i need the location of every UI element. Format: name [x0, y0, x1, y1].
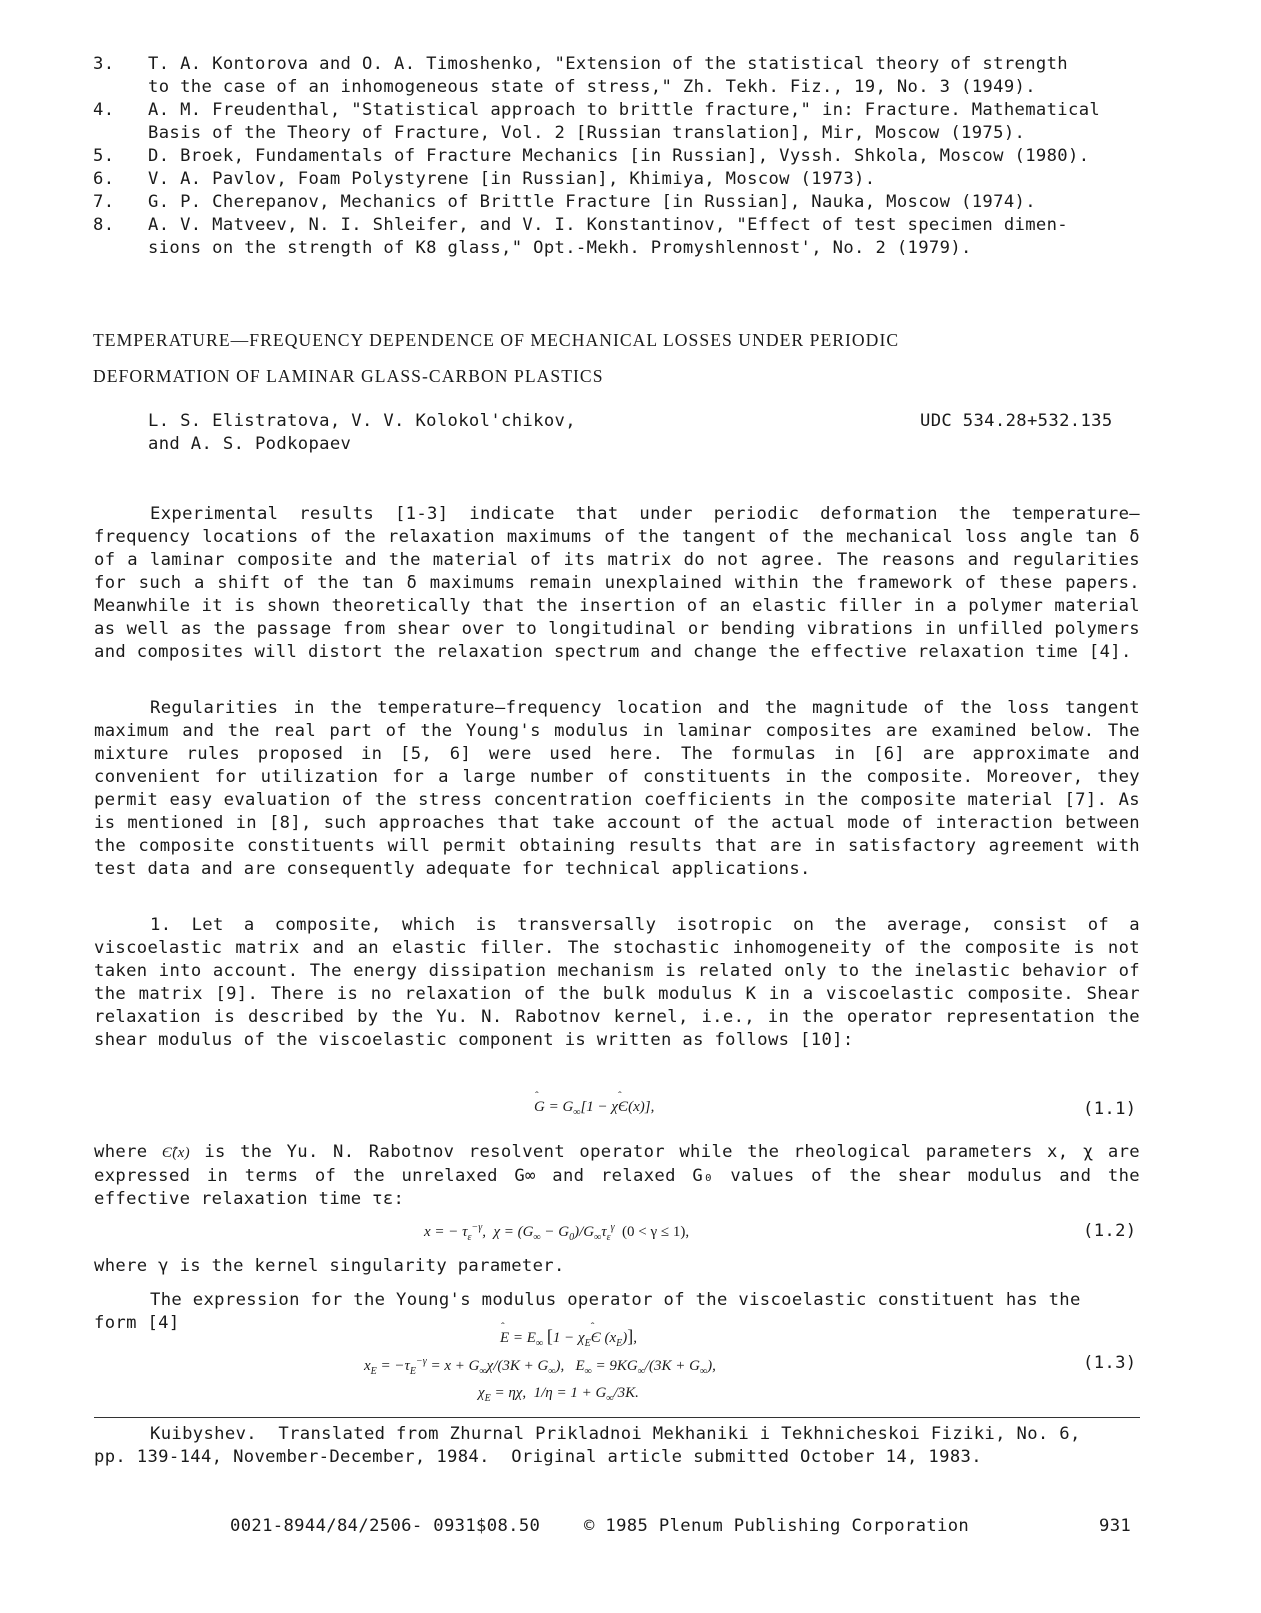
equation: $\chi_E = \eta\chi$, $1/\eta = 1 + G_\infty/3K$.: [478, 1385, 639, 1404]
reference-line: A. M. Freudenthal, "Statistical approach to brittle fracture," in: Fracture. Mathematical: [148, 100, 1101, 120]
article-authors: and A. S. Podkopaev: [148, 434, 352, 454]
reference-line: to the case of an inhomogeneous state of stress," Zh. Tekh. Fiz., 19, No. 3 (1949).: [148, 77, 1036, 97]
equation: $x_E = -\tau_E^{-\gamma} = x + G_\infty\chi/(3K + G_\infty)$, $E_\infty = 9KG_\infty/(3K + G_\infty)$,: [364, 1356, 716, 1377]
article-title: TEMPERATURE—FREQUENCY DEPENDENCE OF MECHANICAL LOSSES UNDER PERIODIC: [93, 330, 900, 350]
reference-line: Basis of the Theory of Fracture, Vol. 2 [Russian translation], Mir, Moscow (1975).: [148, 123, 1026, 143]
translation-note: Kuibyshev. Translated from Zhurnal Prikladnoi Mekhaniki i Tekhnicheskoi Fiziki, No. 6,: [150, 1424, 1081, 1444]
reference-number: 8.: [93, 215, 115, 235]
page-number: 931: [1099, 1516, 1132, 1536]
publication-code: 0021-8944/84/2506- 0931$08.50: [230, 1516, 541, 1536]
copyright-notice: © 1985 Plenum Publishing Corporation: [584, 1516, 970, 1536]
reference-line: D. Broek, Fundamentals of Fracture Mechanics [in Russian], Vyssh. Shkola, Moscow (1980).: [148, 146, 1090, 166]
paragraph: Regularities in the temperature—frequency location and the magnitude of the loss tangent maximum and the real part of the Young's modulus in laminar composites are examined below. The mixture rules proposed in [5, 6] were used here. The formulas in [6] are approximate and convenient for utilization for a large number of constituents in the composite. Moreover, they permit easy evaluation of the stress concentration coefficients in the composite material [7]. As is mentioned in [8], such approaches that take account of the actual mode of interaction between the composite constituents will permit obtaining results that are in satisfactory agreement with test data and are consequently adequate for technical applications.: [94, 698, 1140, 879]
reference-line: G. P. Cherepanov, Mechanics of Brittle Fracture [in Russian], Nauka, Moscow (1974).: [148, 192, 1036, 212]
paragraph: The expression for the Young's modulus operator of the viscoelastic constituent has the: [150, 1290, 1081, 1310]
paragraph: where γ is the kernel singularity parameter.: [94, 1256, 565, 1276]
equation-number: (1.2): [1083, 1221, 1137, 1241]
udc-code: UDC 534.28+532.135: [920, 411, 1113, 431]
reference-line: T. A. Kontorova and O. A. Timoshenko, "Extension of the statistical theory of strength: [148, 54, 1069, 74]
article-title: DEFORMATION OF LAMINAR GLASS-CARBON PLASTICS: [93, 366, 604, 386]
equation-number: (1.3): [1083, 1353, 1137, 1373]
reference-number: 3.: [93, 54, 115, 74]
equation-number: (1.1): [1083, 1099, 1137, 1119]
equation: G ˆ = $G_\infty[1 - \chi Є$ ˆ (x)],: [534, 1090, 655, 1118]
paragraph: Experimental results [1-3] indicate that under periodic deformation the temperature—frequency locations of the relaxation maximums of the tangent of the mechanical loss angle tan δ of a laminar composite and the material of its matrix do not agree. The reasons and regularities for such a shift of the tan δ maximums remain unexplained within the framework of these papers. Meanwhile it is shown theoretically that the insertion of an elastic filler in a polymer material as well as the passage from shear over to longitudinal or bending vibrations in unfilled polymers and composites will distort the relaxation spectrum and change the effective relaxation time [4].: [94, 504, 1140, 662]
reference-number: 5.: [93, 146, 115, 166]
reference-line: V. A. Pavlov, Foam Polystyrene [in Russian], Khimiya, Moscow (1973).: [148, 169, 876, 189]
equation: E ˆ = $E_\infty$ [$1 - \chi_EЄ$ ˆ $(x_E)$],: [500, 1321, 638, 1349]
equation: x = − $\tau_\varepsilon^{-\gamma}$, $\chi = (G_\infty - G_0)/G_\infty\tau_\varepsilon^\gamma$ (0 < γ ≤ 1),: [424, 1222, 690, 1243]
translation-note: pp. 139-144, November-December, 1984. Original article submitted October 14, 1983.: [94, 1447, 982, 1467]
reference-line: sions on the strength of K8 glass," Opt.-Mekh. Promyshlennost', No. 2 (1979).: [148, 238, 972, 258]
reference-line: A. V. Matveev, N. I. Shleifer, and V. I. Konstantinov, "Effect of test specimen dimen-: [148, 215, 1069, 235]
article-authors: L. S. Elistratova, V. V. Kolokol'chikov,: [148, 411, 576, 431]
reference-number: 6.: [93, 169, 115, 189]
footnote-divider: [94, 1417, 1140, 1418]
operator-symbol: Є̂(x): [161, 1145, 190, 1161]
paragraph: 1. Let a composite, which is transversally isotropic on the average, consist of a viscoelastic matrix and an elastic filler. The stochastic inhomogeneity of the composite is not taken into account. The energy dissipation mechanism is related only to the inelastic behavior of the matrix [9]. There is no relaxation of the bulk modulus K in a viscoelastic composite. Shear relaxation is described by the Yu. N. Rabotnov kernel, i.e., in the operator representation the shear modulus of the viscoelastic component is written as follows [10]:: [94, 915, 1140, 1050]
paragraph: where Є̂(x) is the Yu. N. Rabotnov resolvent operator while the rheological parameters x, χ are expressed in terms of the unrelaxed G∞ and relaxed G₀ values of the shear modulus and the effective relaxation time τε:: [94, 1142, 1140, 1209]
reference-number: 7.: [93, 192, 115, 212]
paragraph: form [4]: [94, 1313, 180, 1333]
reference-number: 4.: [93, 100, 115, 120]
